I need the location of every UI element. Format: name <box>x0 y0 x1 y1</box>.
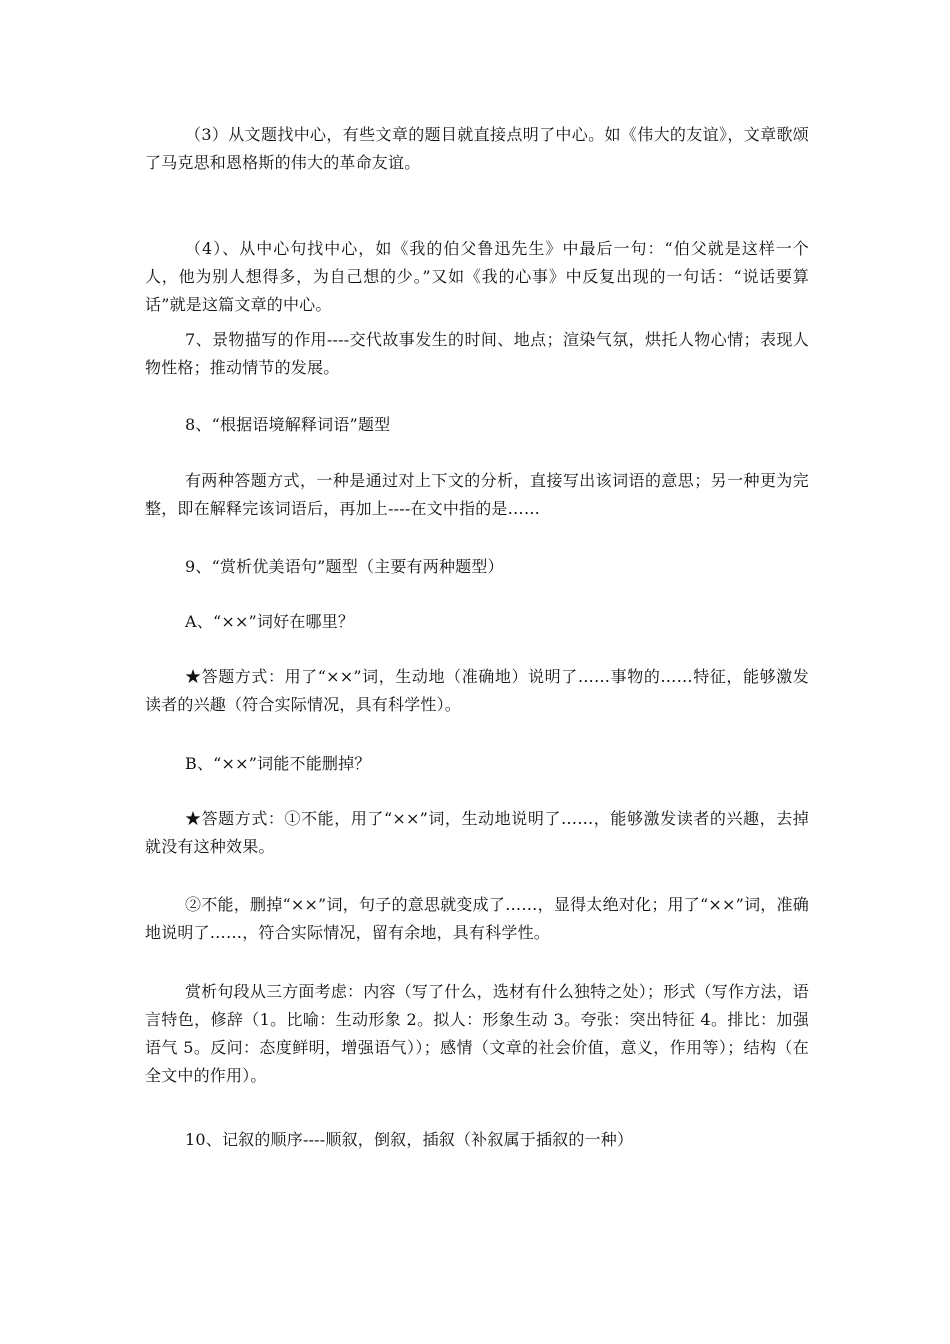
paragraph-context-word-heading: 8、“根据语境解释词语”题型 <box>185 415 391 434</box>
paragraph-question-b: B、“××”词能不能删掉？ <box>185 754 371 773</box>
paragraph-appreciate-three-aspects: 赏析句段从三方面考虑：内容（写了什么，选材有什么独特之处）；形式（写作方法，语言特色，修辞（1。比喻：生动形象 2。拟人：形象生动 3。夸张：突出特征 4。排比：加强语气 5。反问：态度鲜明，增强语气））；感情（文章的社会价值，意义，作用等）；结构（在全文中的作用）。 <box>145 982 809 1085</box>
paragraph-scenery-description: 7、景物描写的作用----交代故事发生的时间、地点；渲染气氛，烘托人物心情；表现人物性格；推动情节的发展。 <box>145 330 809 377</box>
paragraph-context-word-method: 有两种答题方式，一种是通过对上下文的分析，直接写出该词语的意思；另一种更为完整，即在解释完该词语后，再加上----在文中指的是…… <box>145 471 809 518</box>
paragraph-answer-a: ★答题方式：用了“××”词，生动地（准确地）说明了……事物的……特征，能够激发读者的兴趣（符合实际情况，具有科学性）。 <box>145 667 809 714</box>
paragraph-find-center-from-sentence: （4）、从中心句找中心，如《我的伯父鲁迅先生》中最后一句：“伯父就是这样一个人，他为别人想得多，为自己想的少。”又如《我的心事》中反复出现的一句话：“说话要算话”就是这篇文章的中心。 <box>145 239 809 314</box>
paragraph-answer-b2: ②不能，删掉“××”词，句子的意思就变成了……，显得太绝对化；用了“××”词，准确地说明了……，符合实际情况，留有余地，具有科学性。 <box>145 895 809 942</box>
paragraph-question-a: A、“××”词好在哪里？ <box>185 612 355 631</box>
paragraph-find-center-from-title: （3）从文题找中心，有些文章的题目就直接点明了中心。如《伟大的友谊》，文章歌颂了马克思和恩格斯的伟大的革命友谊。 <box>145 125 809 172</box>
paragraph-appreciate-heading: 9、“赏析优美语句”题型（主要有两种题型） <box>185 557 504 576</box>
paragraph-narrative-order: 10、记叙的顺序----顺叙，倒叙，插叙（补叙属于插叙的一种） <box>185 1130 634 1149</box>
paragraph-answer-b1: ★答题方式：①不能，用了“××”词，生动地说明了……，能够激发读者的兴趣，去掉就没有这种效果。 <box>145 809 809 856</box>
